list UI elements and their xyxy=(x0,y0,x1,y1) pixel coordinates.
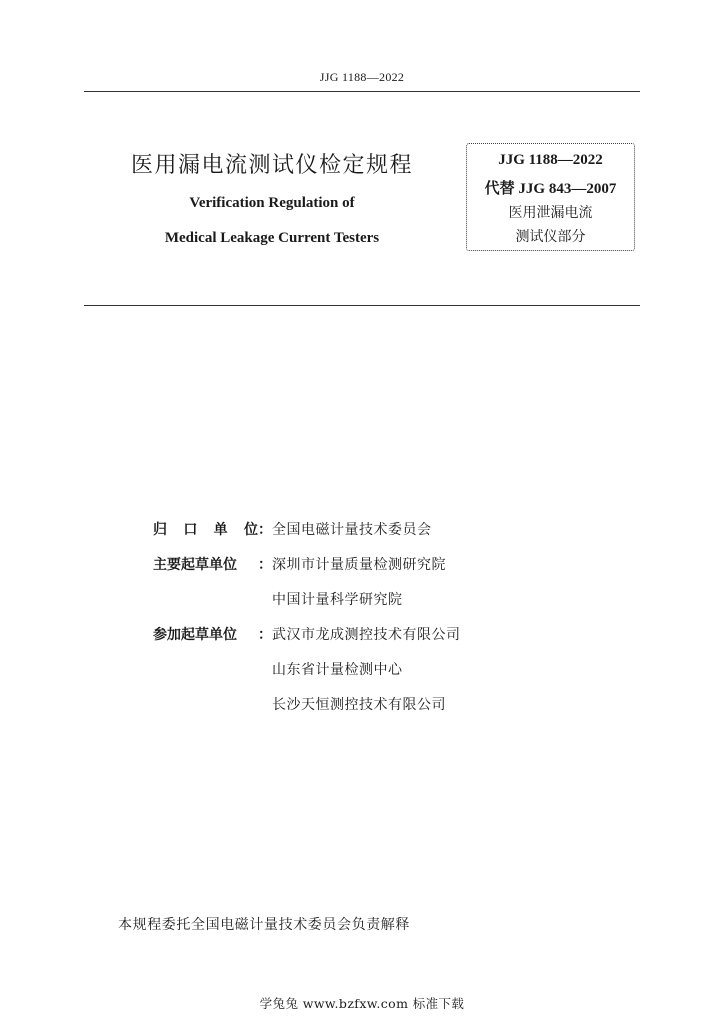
main-drafting-unit: 中国计量科学研究院 xyxy=(272,592,403,608)
title-english-line2: Medical Leakage Current Testers xyxy=(164,230,380,246)
replaced-part-line2: 测试仪部分 xyxy=(515,229,586,245)
participating-drafting-unit: 山东省计量检测中心 xyxy=(272,662,403,678)
participating-drafting-unit: 武汉市龙成测控技术有限公司 xyxy=(272,627,461,643)
responsible-unit-value: 全国电磁计量技术委员会 xyxy=(272,522,432,538)
responsible-unit-label: 归 口 单 位 xyxy=(153,522,258,538)
title-english-line1: Verification Regulation of xyxy=(189,195,355,211)
standard-code-header: JJG 1188—2022 xyxy=(319,70,405,84)
replacement-info-box xyxy=(466,143,635,251)
participating-drafting-unit: 长沙天恒测控技术有限公司 xyxy=(272,697,446,713)
top-rule xyxy=(84,91,640,92)
participating-drafting-label: 参加起草单位 xyxy=(153,627,237,643)
interpretation-note: 本规程委托全国电磁计量技术委员会负责解释 xyxy=(118,917,410,933)
title-chinese: 医用漏电流测试仪检定规程 xyxy=(130,153,413,178)
label-colon: ： xyxy=(258,557,272,573)
main-drafting-unit: 深圳市计量质量检测研究院 xyxy=(272,557,446,573)
replacement-box-code: JJG 1188—2022 xyxy=(498,152,603,168)
bottom-rule xyxy=(84,305,640,306)
download-watermark: 学兔兔 www.bzfxw.com 标准下载 xyxy=(259,996,465,1011)
replaced-part-line1: 医用泄漏电流 xyxy=(508,205,593,221)
label-colon: ： xyxy=(258,627,272,643)
label-colon: ： xyxy=(258,522,272,538)
main-drafting-label: 主要起草单位 xyxy=(153,557,237,573)
replaces-standard: 代替 JJG 843—2007 xyxy=(484,181,617,197)
